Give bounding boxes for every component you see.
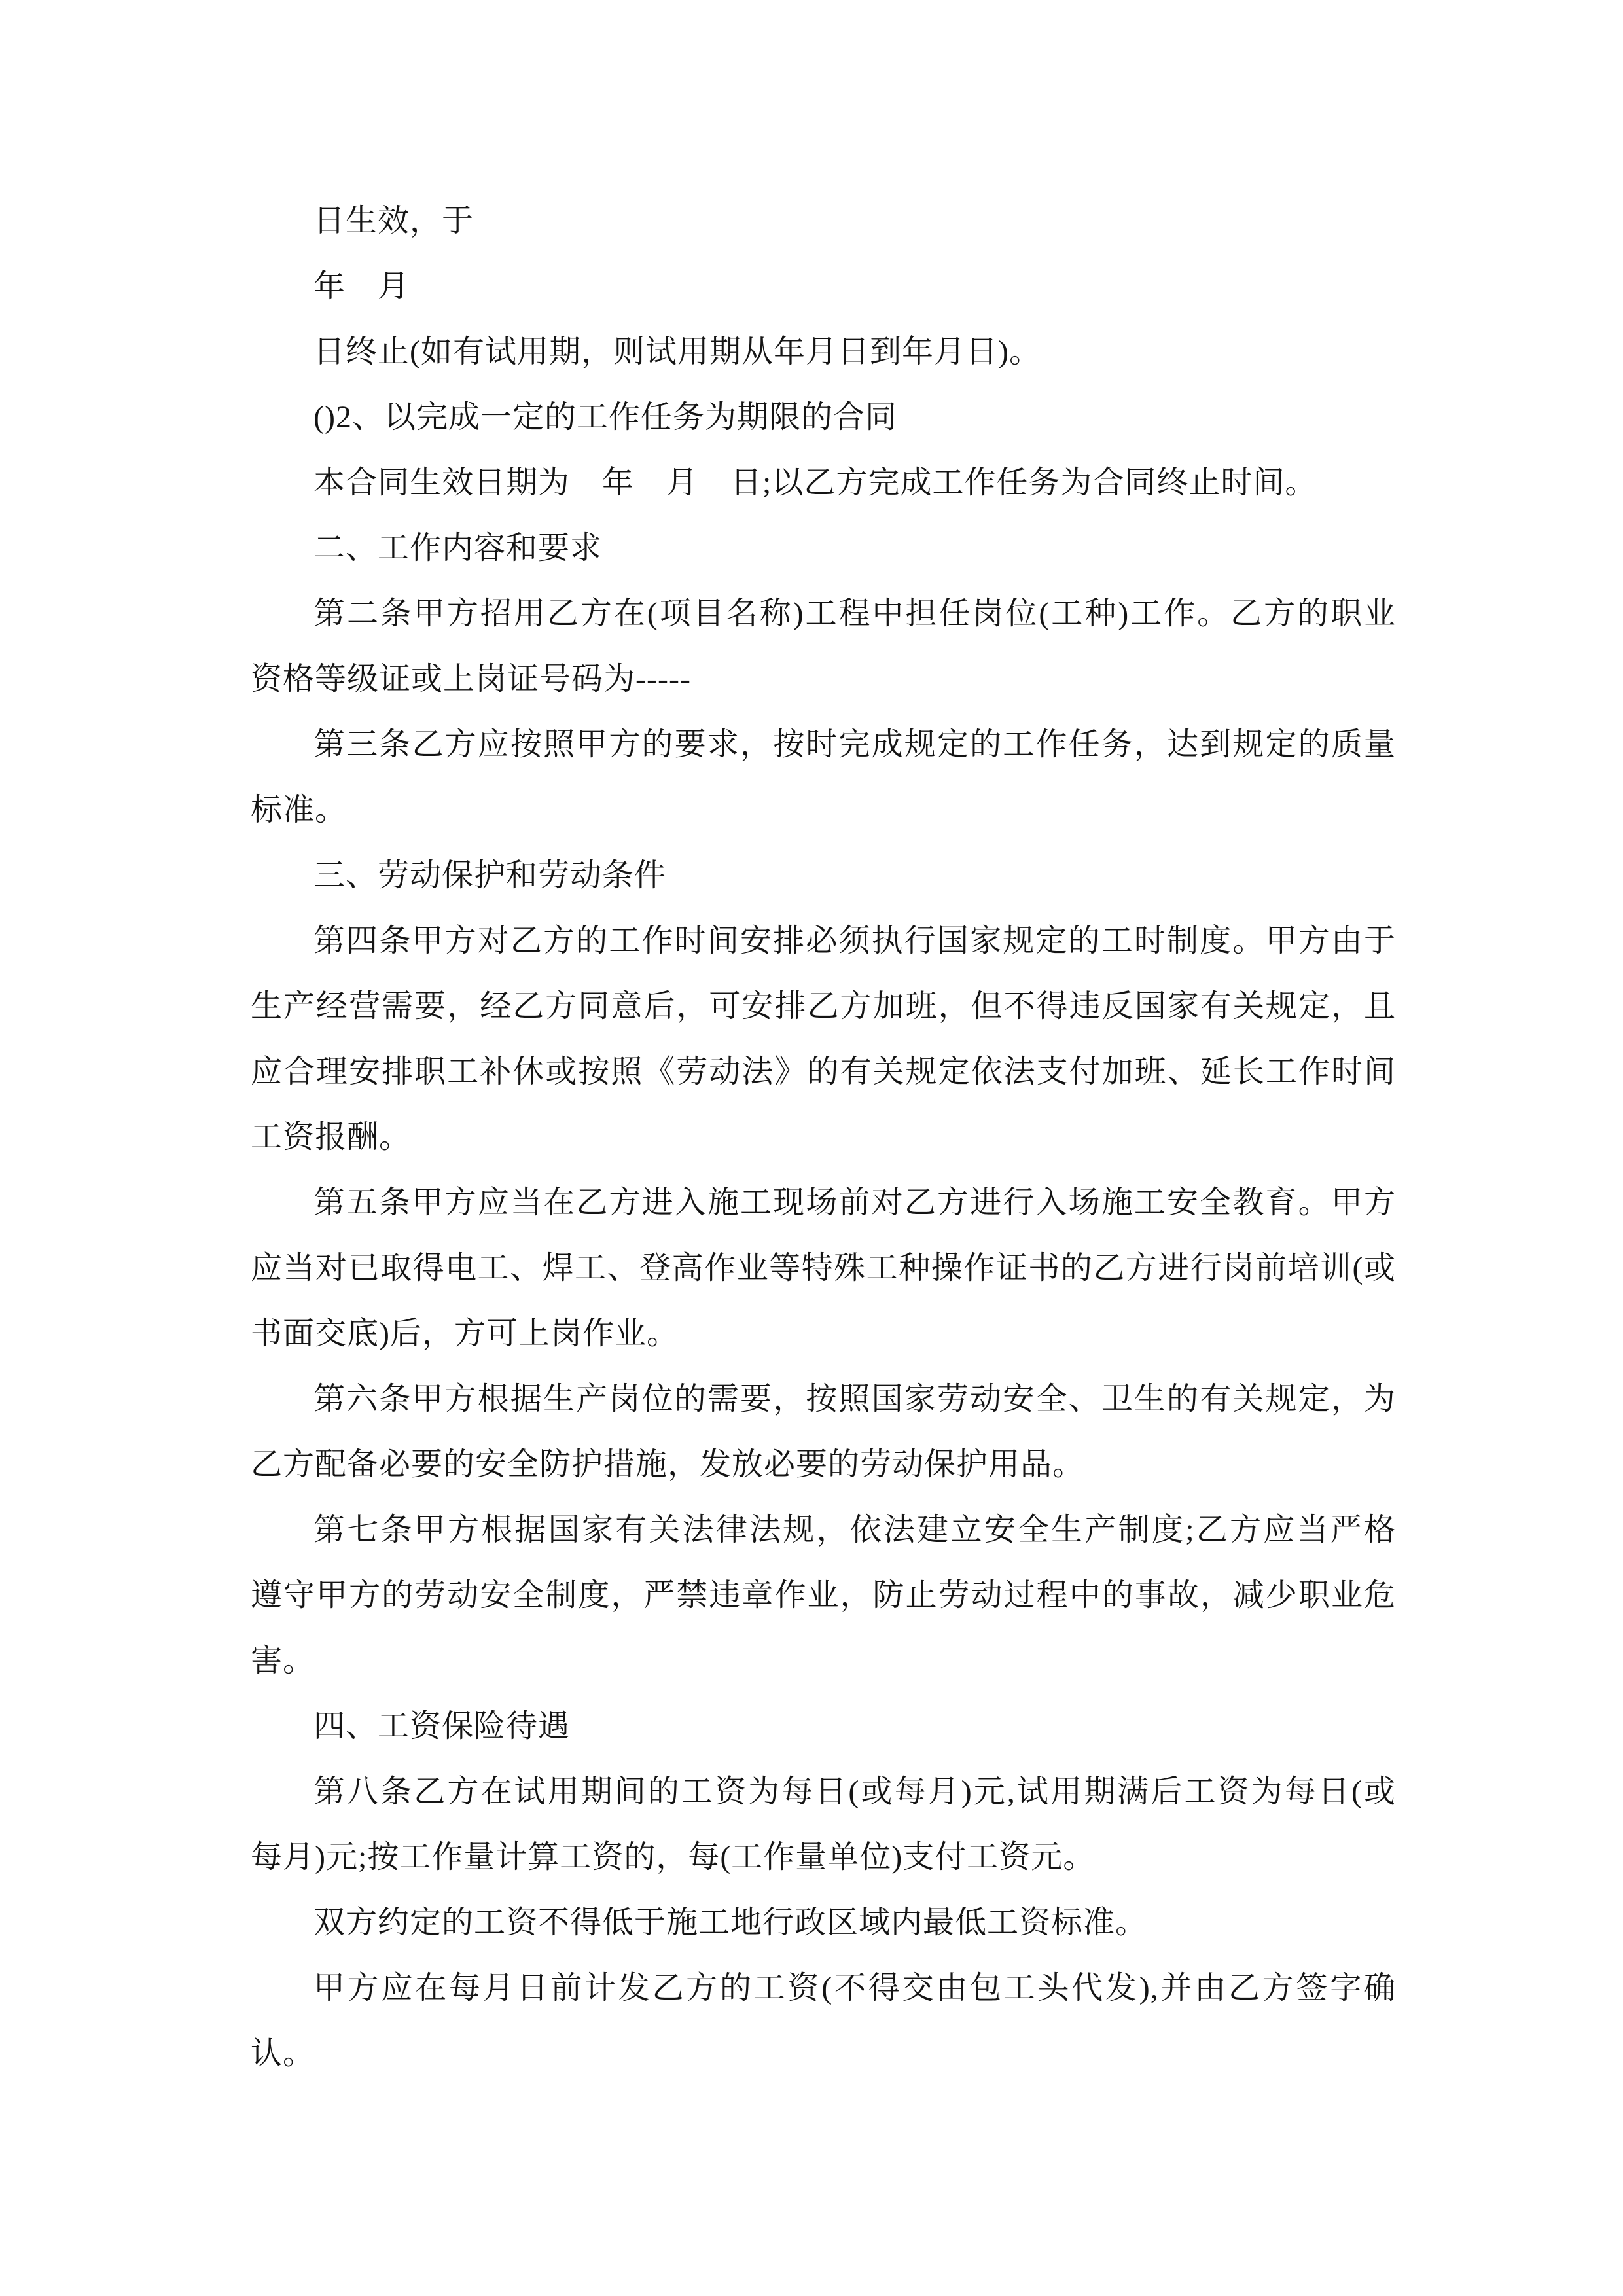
text-line: 第六条甲方根据生产岗位的需要，按照国家劳动安全、卫生的有关规定，为	[313, 1382, 1396, 1416]
text-line: 第七条甲方根据国家有关法律法规，依法建立安全生产制度;乙方应当严格	[313, 1513, 1396, 1547]
text-line: 第四条甲方对乙方的工作时间安排必须执行国家规定的工时制度。甲方由于	[313, 924, 1396, 958]
text-line: 日生效，于	[313, 204, 474, 238]
text-line: 书面交底)后，方可上岗作业。	[251, 1316, 679, 1351]
text-line: 乙方配备必要的安全防护措施，发放必要的劳动保护用品。	[251, 1447, 1085, 1482]
text-line: 本合同生效日期为 年 月 日;以乙方完成工作任务为合同终止时间。	[313, 465, 1317, 500]
section-heading: 三、劳动保护和劳动条件	[313, 858, 667, 893]
text-line: 第二条甲方招用乙方在(项目名称)工程中担任岗位(工种)工作。乙方的职业	[313, 596, 1396, 631]
text-line: 害。	[251, 1643, 315, 1678]
text-line: 工资报酬。	[251, 1120, 412, 1155]
text-line: ()2、以完成一定的工作任务为期限的合同	[313, 400, 897, 435]
text-line: 甲方应在每月日前计发乙方的工资(不得交由包工头代发),并由乙方签字确	[313, 1971, 1396, 2005]
text-line: 遵守甲方的劳动安全制度，严禁违章作业，防止劳动过程中的事故，减少职业危	[251, 1578, 1396, 1613]
text-line: 每月)元;按工作量计算工资的，每(工作量单位)支付工资元。	[251, 1840, 1096, 1874]
text-line: 双方约定的工资不得低于施工地行政区域内最低工资标准。	[313, 1905, 1148, 1940]
text-line: 生产经营需要，经乙方同意后，可安排乙方加班，但不得违反国家有关规定，且	[251, 989, 1396, 1024]
text-line: 应合理安排职工补休或按照《劳动法》的有关规定依法支付加班、延长工作时间	[251, 1054, 1396, 1089]
text-line: 第八条乙方在试用期间的工资为每日(或每月)元,试用期满后工资为每日(或	[313, 1774, 1396, 1809]
text-line: 第五条甲方应当在乙方进入施工现场前对乙方进行入场施工安全教育。甲方	[313, 1185, 1396, 1220]
section-heading: 二、工作内容和要求	[313, 531, 603, 565]
text-line: 年 月	[313, 269, 410, 304]
text-line: 标准。	[251, 793, 348, 827]
text-line: 认。	[251, 2036, 315, 2071]
text-line: 日终止(如有试用期，则试用期从年月日到年月日)。	[313, 334, 1041, 369]
section-heading: 四、工资保险待遇	[313, 1709, 571, 1744]
text-line: 资格等级证或上岗证号码为-----	[251, 662, 691, 696]
text-line: 应当对已取得电工、焊工、登高作业等特殊工种操作证书的乙方进行岗前培训(或	[251, 1251, 1396, 1285]
text-line: 第三条乙方应按照甲方的要求，按时完成规定的工作任务，达到规定的质量	[313, 727, 1396, 762]
contract-text-block	[251, 188, 1396, 2087]
